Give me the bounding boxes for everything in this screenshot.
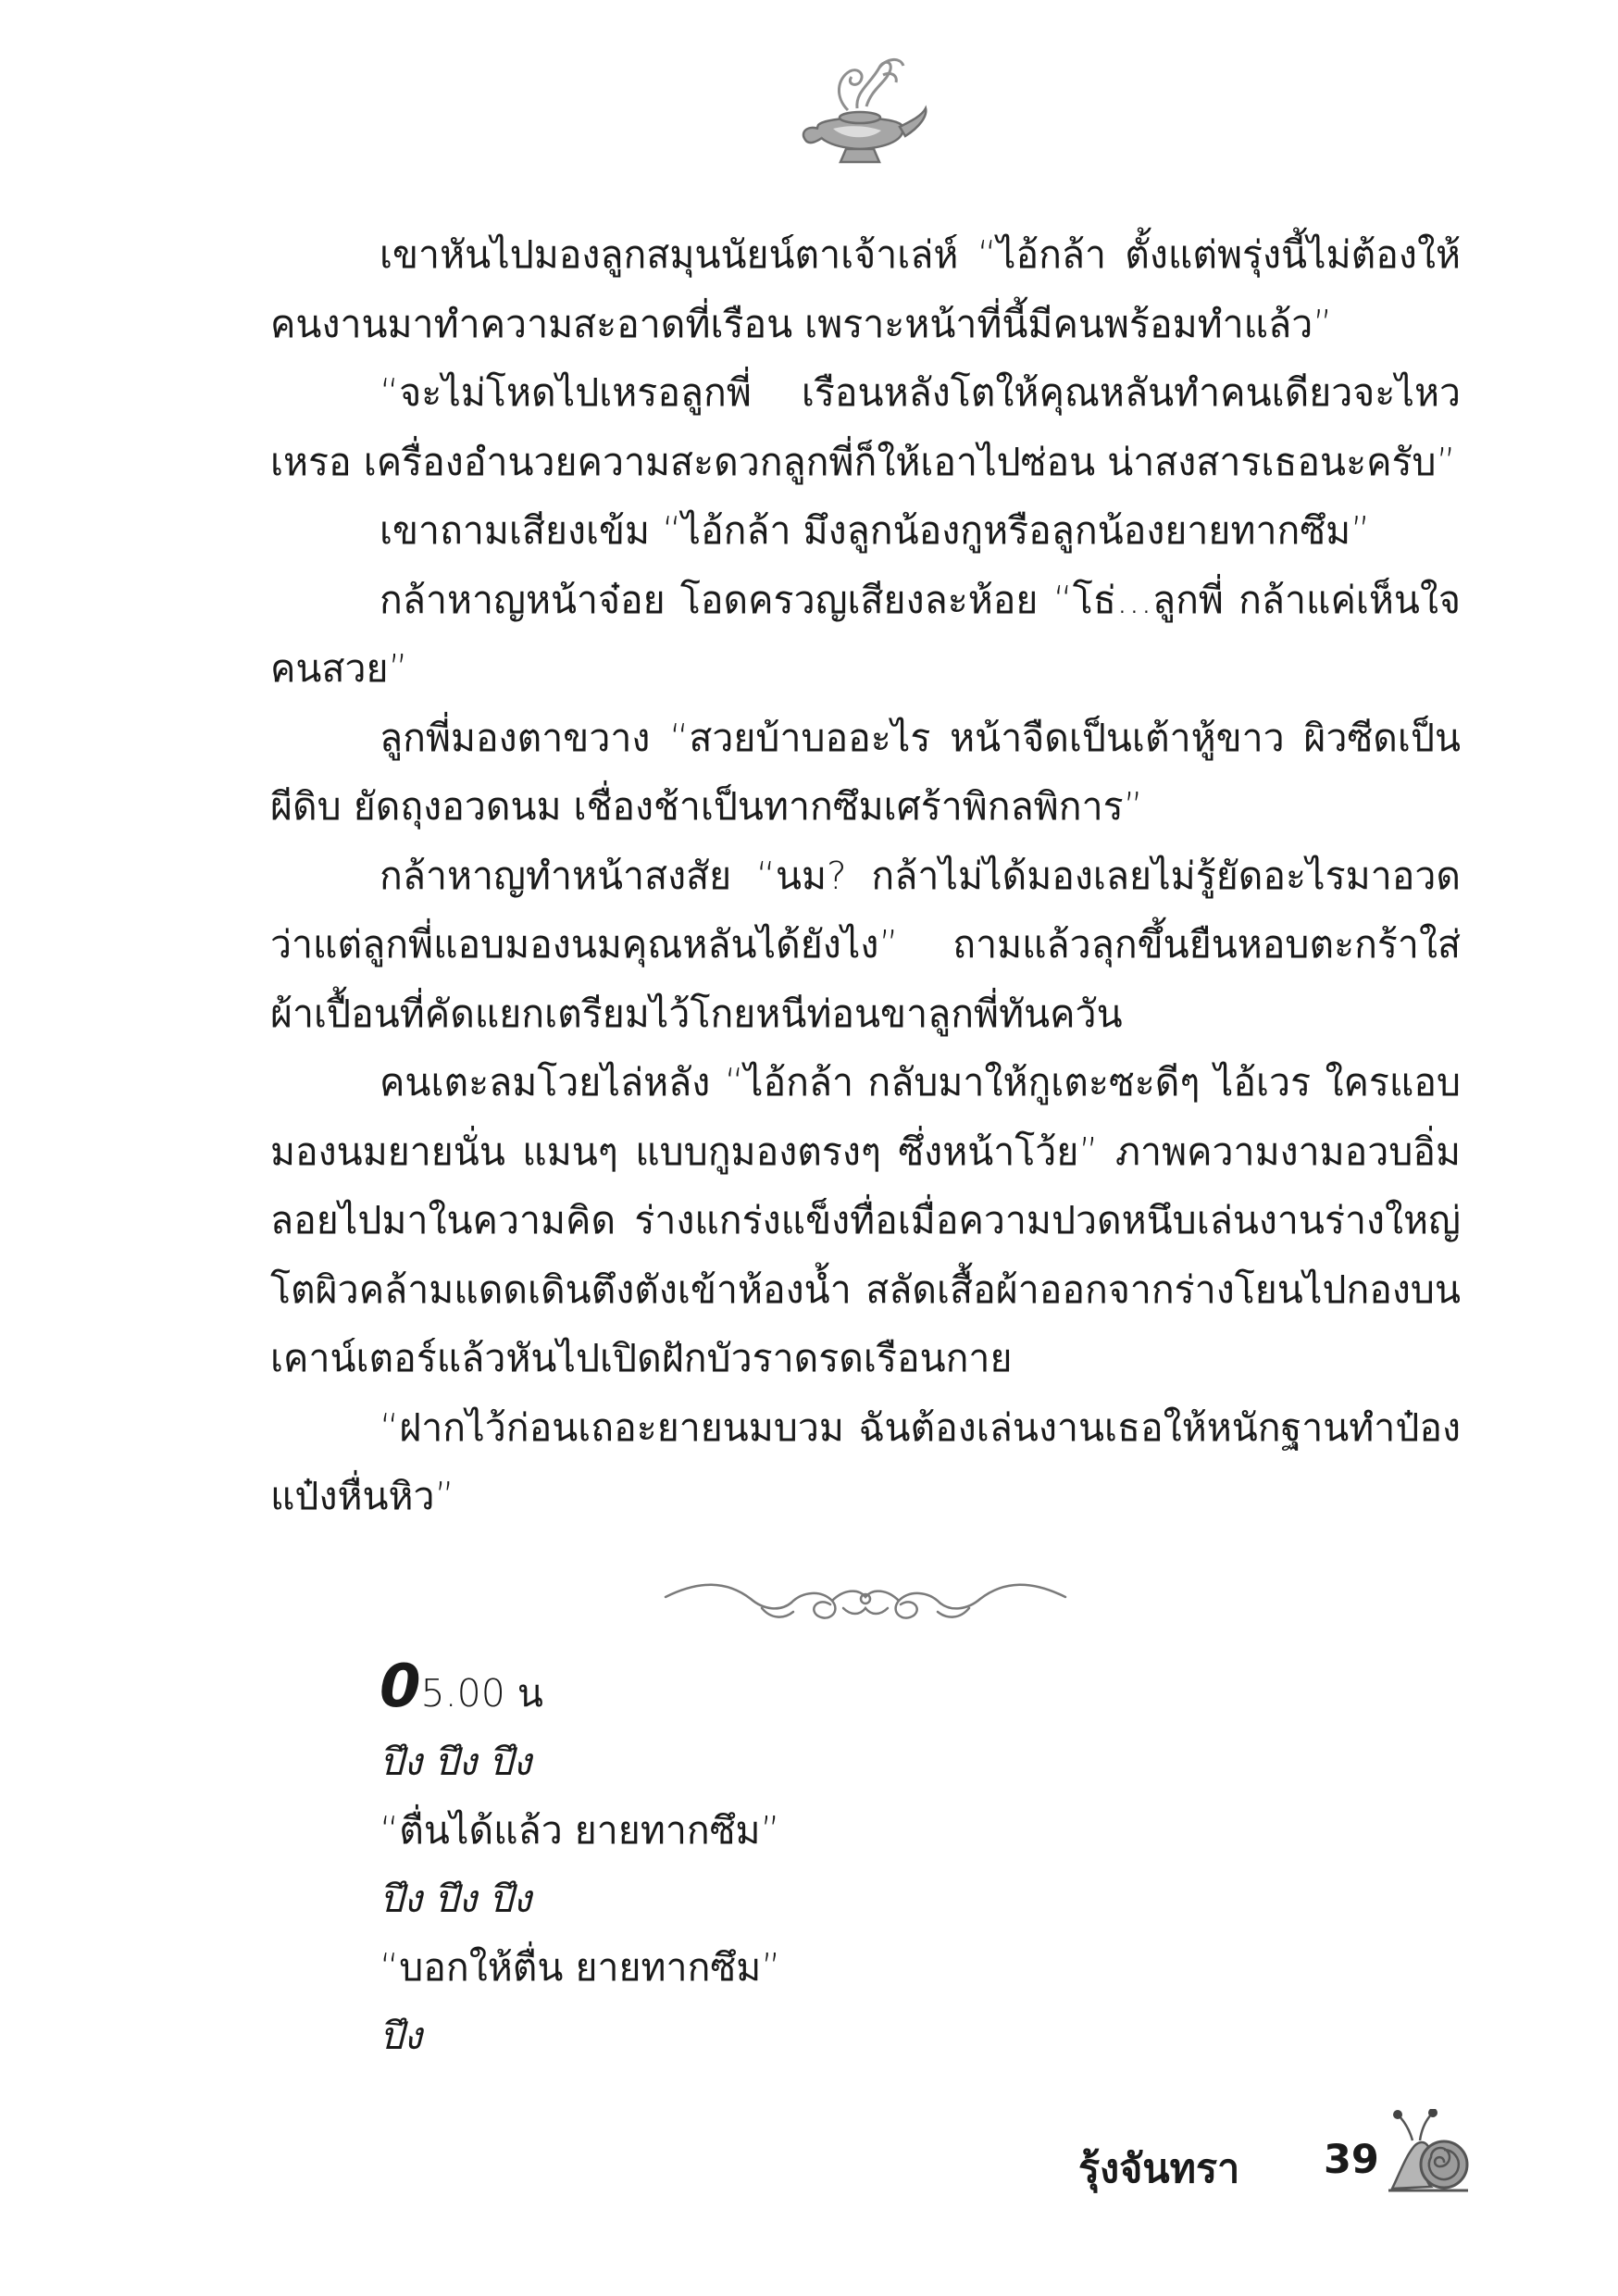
drop-initial: 0: [380, 1653, 421, 1721]
sound-effect-line: ปึง ปึง ปึง: [380, 1877, 532, 1921]
author-name: รุ้งจันทรา: [1078, 2146, 1240, 2192]
paragraph: ลูกพี่มองตาขวาง “สวยบ้าบออะไร หน้าจืดเป็นเต้าหู้ขาว ผิวซีดเป็นผีดิบ ยัดถุงอวดนม เชื่องช้าเป็นทากซึมเศร้าพิกลพิการ”: [270, 715, 1461, 829]
page-number: 39: [1324, 2137, 1379, 2183]
time-heading: [380, 1653, 1398, 1728]
sound-effect-line: ปึง: [380, 2014, 423, 2058]
paragraph: เขาถามเสียงเข้ม “ไอ้กล้า มึงลูกน้องกูหรือลูกน้องยายทากซึม”: [380, 508, 1371, 553]
page-footer: [1078, 2109, 1467, 2202]
sound-effect-line: ปึง ปึง ปึง: [380, 1740, 532, 1784]
paragraph: กล้าหาญทำหน้าสงสัย “นม? กล้าไม่ได้มองเลยไม่รู้ยัดอะไรมาอวด ว่าแต่ลูกพี่แอบมองนมคุณหลันได้ยังไง” ถามแล้วลุกขึ้นยืนหอบตะกร้าใส่ผ้าเปื้อนที่คัดแยกเตรียมไว้โกยหนีท่อนขาลูกพี่ทันควัน: [270, 853, 1461, 1036]
paragraph: เขาหันไปมองลูกสมุนนัยน์ตาเจ้าเล่ห์ “ไอ้กล้า ตั้งแต่พรุ่งนี้ไม่ต้องให้คนงานมาทำความสะอาดที่เรือน เพราะหน้าที่นี้มีคนพร้อมทำแล้ว”: [270, 232, 1461, 346]
dialogue-line: “ตื่นได้แล้ว ยายทากซึม”: [380, 1808, 780, 1853]
scroll-ornament-icon: [662, 1571, 1069, 1636]
paragraph: “ฝากไว้ก่อนเถอะยายนมบวม ฉันต้องเล่นงานเธอให้หนักฐานทำป๋องแป๋งหื่นหิว”: [270, 1404, 1461, 1518]
time-text: 5.00 น: [420, 1671, 543, 1716]
paragraph: คนเตะลมโวยไล่หลัง “ไอ้กล้า กลับมาให้กูเตะซะดีๆ ไอ้เวร ใครแอบมองนมยายนั่น แมนๆ แบบกูมองตรงๆ ซึ่งหน้าโว้ย” ภาพความงามอวบอิ่มลอยไปมาในความคิด ร่างแกร่งแข็งทื่อเมื่อความปวดหนึบเล่นงานร่างใหญ่โตผิวคล้ามแดดเดินตึงตังเข้าห้องน้ำ สลัดเสื้อผ้าออกจากร่างโยนไปกองบนเคาน์เตอร์แล้วหันไปเปิดฝักบัวราดรดเรือนกาย: [270, 1060, 1461, 1380]
dialogue-line: “บอกให้ตื่น ยายทากซึม”: [380, 1945, 781, 1990]
snail-icon: [1387, 2109, 1470, 2197]
genie-lamp-icon: [790, 51, 929, 171]
body-text: [270, 220, 1461, 1531]
scene-section: [380, 1653, 1398, 2070]
paragraph: กล้าหาญหน้าจ๋อย โอดครวญเสียงละห้อย “โธ่...ลูกพี่ กล้าแค่เห็นใจคนสวย”: [270, 577, 1461, 691]
paragraph: “จะไม่โหดไปเหรอลูกพี่ เรือนหลังโตให้คุณหลันทำคนเดียวจะไหวเหรอ เครื่องอำนวยความสะดวกลูกพี่ก็ให้เอาไปซ่อน น่าสงสารเธอนะครับ”: [270, 370, 1461, 484]
